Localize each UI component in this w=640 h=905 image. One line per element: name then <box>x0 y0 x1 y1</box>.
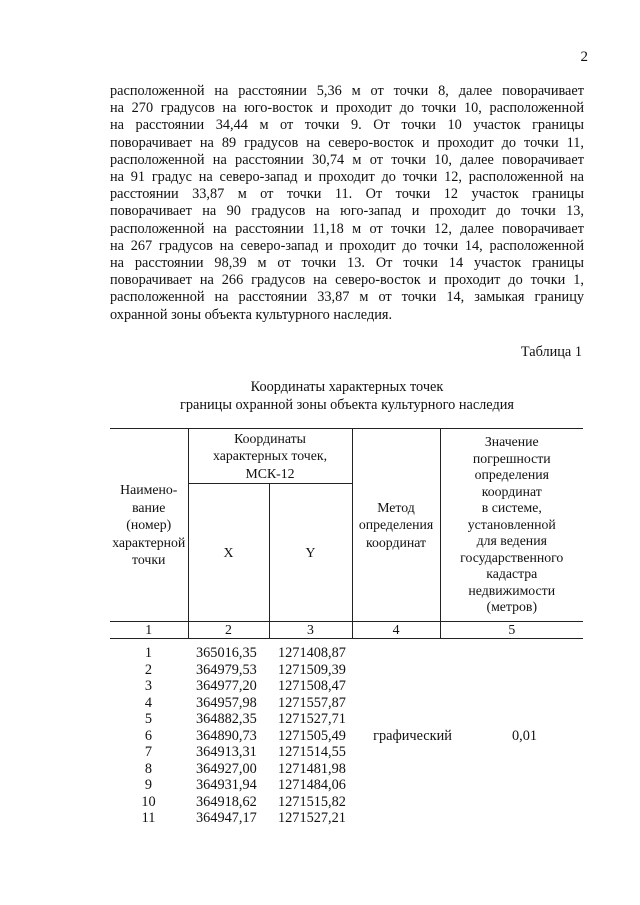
table-row <box>110 645 583 662</box>
point-number: 9 <box>144 777 153 793</box>
x-value: 364931,94 <box>196 777 257 793</box>
point-number: 8 <box>144 760 153 777</box>
y-value: 1271527,71 <box>278 711 346 727</box>
paragraph-line: на 91 градус на северо-запад и проходит до точки 12, расположенной на <box>110 169 584 186</box>
table-row <box>110 728 583 745</box>
x-value: 364927,00 <box>196 760 257 777</box>
header-error: Значение погрешности определения координат в системе, установленной для ведения государственного кадастра недвижимости (метров) <box>440 429 583 622</box>
paragraph-line: расположенной на расстоянии 30,74 м от точки 10, далее поворачивает <box>110 151 584 168</box>
point-number: 10 <box>141 793 156 810</box>
x-value: 365016,35 <box>196 645 257 661</box>
point-number: 2 <box>144 661 153 678</box>
x-value: 364918,62 <box>196 793 257 810</box>
coordinates-table-body <box>110 645 583 827</box>
paragraph-line: на 270 градусов на юго-восток и проходит до точки 10, расположенной <box>110 100 584 117</box>
paragraph-line: расположенной на расстоянии 11,18 м от точки 12, далее поворачивает <box>110 220 584 237</box>
point-number: 5 <box>144 711 153 727</box>
point-number: 11 <box>141 810 156 826</box>
method-value: графический <box>373 727 452 744</box>
x-value: 364957,98 <box>196 694 257 711</box>
table-row <box>110 678 583 695</box>
column-number: 3 <box>269 622 352 639</box>
table-caption <box>110 378 584 414</box>
x-value: 364890,73 <box>196 727 257 744</box>
y-value: 1271527,21 <box>278 810 346 826</box>
table-row <box>110 777 583 794</box>
paragraph-line: расположенной на расстоянии 33,87 м от точки 14, замыкая границу <box>110 289 584 306</box>
column-number: 5 <box>440 622 583 639</box>
table-row <box>110 662 583 679</box>
point-number: 4 <box>144 694 153 711</box>
y-value: 1271508,47 <box>278 678 346 694</box>
column-number: 2 <box>188 622 269 639</box>
caption-line-2: границы охранной зоны объекта культурного наследия <box>180 397 514 413</box>
paragraph-line: на 267 градусов на северо-запад и проходит до точки 14, расположенной <box>110 237 584 254</box>
coordinates-table-header <box>110 428 583 639</box>
y-value: 1271514,55 <box>278 744 346 760</box>
table-label: Таблица 1 <box>520 344 582 360</box>
paragraph-line: поворачивает на 90 градусов на юго-запад и проходит до точки 13, <box>110 203 584 220</box>
table-row <box>110 711 583 728</box>
x-value: 364882,35 <box>196 711 257 727</box>
point-number: 1 <box>144 645 153 661</box>
y-value: 1271505,49 <box>278 727 346 744</box>
paragraph-line: поворачивает на 266 градусов на северо-восток и проходит до точки 1, <box>110 272 584 289</box>
paragraph-line: расположенной на расстоянии 5,36 м от точки 8, далее поворачивает <box>110 83 584 99</box>
x-value: 364977,20 <box>196 678 257 694</box>
header-coordinates-group: Координаты характерных точек, МСК-12 <box>188 429 352 484</box>
x-value: 364947,17 <box>196 810 257 826</box>
y-value: 1271515,82 <box>278 793 346 810</box>
y-value: 1271481,98 <box>278 760 346 777</box>
caption-line-1: Координаты характерных точек <box>250 379 444 395</box>
paragraph-line: расстоянии 33,87 м от точки 11. От точки 12 участок границы <box>110 186 584 203</box>
x-value: 364913,31 <box>196 744 257 760</box>
column-number: 1 <box>110 622 188 639</box>
paragraph-line: поворачивает на 89 градусов на северо-восток и проходит до точки 11, <box>110 134 584 151</box>
header-method: Метод определения координат <box>352 429 440 622</box>
header-point-name: Наимено- вание (номер) характерной точки <box>110 429 188 622</box>
error-value: 0,01 <box>511 727 538 744</box>
paragraph-line: охранной зоны объекта культурного наследия. <box>110 306 393 323</box>
table-row <box>110 695 583 712</box>
y-value: 1271484,06 <box>278 777 346 793</box>
x-value: 364979,53 <box>196 661 257 678</box>
page-number: 2 <box>580 49 588 65</box>
paragraph-line: на расстоянии 34,44 м от точки 9. От точки 10 участок границы <box>110 117 584 134</box>
point-number: 7 <box>144 744 153 760</box>
table-row <box>110 794 583 811</box>
table-row <box>110 761 583 778</box>
point-number: 6 <box>144 727 153 744</box>
y-value: 1271557,87 <box>278 694 346 711</box>
paragraph-line: на расстоянии 98,39 м от точки 13. От точки 14 участок границы <box>110 255 584 272</box>
column-number: 4 <box>352 622 440 639</box>
header-y: Y <box>269 484 352 622</box>
y-value: 1271509,39 <box>278 661 346 678</box>
body-paragraph <box>110 83 584 324</box>
y-value: 1271408,87 <box>278 645 346 661</box>
header-x: X <box>188 484 269 622</box>
table-row <box>110 810 583 827</box>
table-row <box>110 744 583 761</box>
point-number: 3 <box>144 678 153 694</box>
